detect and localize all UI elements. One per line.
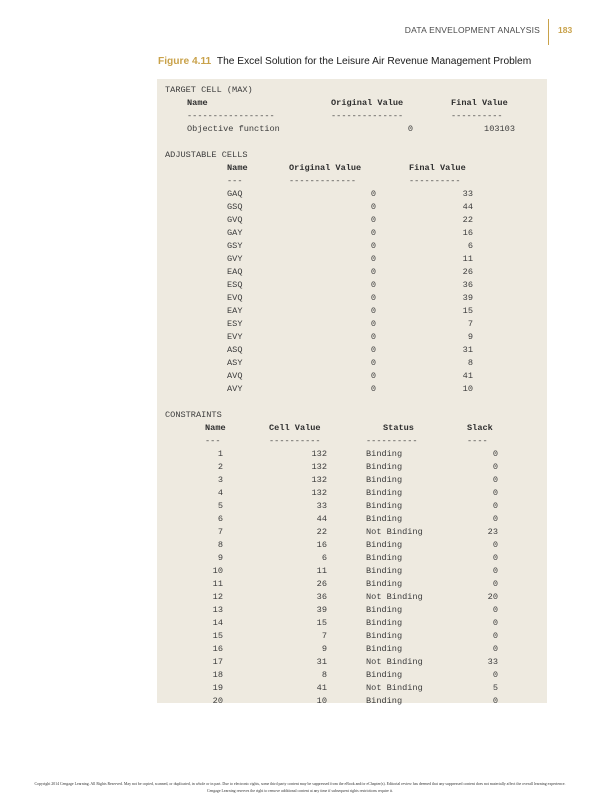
- adjustable-cell-original-value: 0: [370, 332, 376, 342]
- constraint-status: Binding: [366, 488, 403, 498]
- constraint-slack: 0: [492, 605, 498, 615]
- adjustable-cell-name: EAQ: [227, 267, 243, 277]
- objective-final-value: 103103: [484, 124, 515, 134]
- constraint-status: Binding: [366, 475, 403, 485]
- adjustable-cell-original-value: 0: [370, 319, 376, 329]
- adjustable-cell-final-value: 33: [462, 189, 473, 199]
- adjustable-cell-final-value: 36: [462, 280, 473, 290]
- constraint-slack: 5: [492, 683, 498, 693]
- constraint-slack: 0: [492, 462, 498, 472]
- constraint-cell-value: 44: [316, 514, 327, 524]
- column-header-original-value: Original Value: [289, 163, 362, 173]
- constraint-slack: 0: [492, 514, 498, 524]
- header-underline: -----------------: [187, 111, 275, 121]
- adjustable-cell-final-value: 22: [462, 215, 473, 225]
- constraint-cell-value: 22: [316, 527, 327, 537]
- column-header-original-value: Original Value: [331, 98, 404, 108]
- adjustable-cell-name: EVY: [227, 332, 243, 342]
- constraint-slack: 0: [492, 449, 498, 459]
- constraint-name: 18: [212, 670, 223, 680]
- adjustable-cell-name: GVY: [227, 254, 243, 264]
- constraint-name: 3: [217, 475, 223, 485]
- column-header-name: Name: [205, 423, 226, 433]
- adjustable-cell-original-value: 0: [370, 215, 376, 225]
- constraint-cell-value: 6: [321, 553, 327, 563]
- constraint-slack: 0: [492, 475, 498, 485]
- constraint-status: Binding: [366, 449, 403, 459]
- adjustable-cell-final-value: 41: [462, 371, 473, 381]
- constraint-status: Binding: [366, 618, 403, 628]
- constraint-name: 1: [217, 449, 223, 459]
- constraint-name: 16: [212, 644, 223, 654]
- constraint-name: 4: [217, 488, 223, 498]
- adjustable-cell-name: GSY: [227, 241, 243, 251]
- constraint-status: Not Binding: [366, 527, 423, 537]
- constraint-slack: 33: [487, 657, 498, 667]
- constraint-cell-value: 10: [316, 696, 327, 706]
- column-header-cell-value: Cell Value: [269, 423, 321, 433]
- constraint-name: 11: [212, 579, 223, 589]
- constraint-cell-value: 31: [316, 657, 327, 667]
- column-header-final-value: Final Value: [409, 163, 466, 173]
- section-title-target-cell: TARGET CELL (MAX): [165, 85, 253, 95]
- page-number: 183: [558, 25, 573, 35]
- adjustable-cell-final-value: 16: [462, 228, 473, 238]
- adjustable-cell-final-value: 7: [467, 319, 473, 329]
- constraint-status: Binding: [366, 644, 403, 654]
- header-underline: ----: [467, 436, 488, 446]
- constraint-name: 13: [212, 605, 223, 615]
- adjustable-cell-name: GAY: [227, 228, 243, 238]
- adjustable-cell-name: EAY: [227, 306, 243, 316]
- adjustable-cell-final-value: 26: [462, 267, 473, 277]
- header-underline: -------------: [289, 176, 357, 186]
- adjustable-cell-original-value: 0: [370, 241, 376, 251]
- column-header-name: Name: [227, 163, 248, 173]
- constraint-slack: 23: [487, 527, 498, 537]
- constraint-cell-value: 8: [321, 670, 327, 680]
- adjustable-cell-original-value: 0: [370, 371, 376, 381]
- constraint-name: 17: [212, 657, 223, 667]
- adjustable-cell-original-value: 0: [370, 202, 376, 212]
- adjustable-cell-final-value: 6: [467, 241, 473, 251]
- header-underline: --------------: [331, 111, 404, 121]
- adjustable-cell-name: ESY: [227, 319, 243, 329]
- constraint-cell-value: 132: [311, 462, 327, 472]
- constraint-status: Binding: [366, 501, 403, 511]
- constraint-status: Binding: [366, 696, 403, 706]
- adjustable-cell-final-value: 9: [467, 332, 473, 342]
- adjustable-cell-final-value: 8: [467, 358, 473, 368]
- adjustable-cell-original-value: 0: [370, 228, 376, 238]
- section-title-constraints: CONSTRAINTS: [165, 410, 222, 420]
- constraint-cell-value: 15: [316, 618, 327, 628]
- constraint-name: 2: [217, 462, 223, 472]
- constraint-status: Not Binding: [366, 657, 423, 667]
- adjustable-cell-final-value: 10: [462, 384, 473, 394]
- constraint-status: Binding: [366, 579, 403, 589]
- adjustable-cell-original-value: 0: [370, 306, 376, 316]
- constraint-cell-value: 9: [321, 644, 327, 654]
- constraint-cell-value: 41: [316, 683, 327, 693]
- header-divider: [548, 19, 549, 45]
- constraint-cell-value: 26: [316, 579, 327, 589]
- constraint-slack: 0: [492, 631, 498, 641]
- constraint-status: Not Binding: [366, 683, 423, 693]
- adjustable-cell-name: AVY: [227, 384, 243, 394]
- constraint-cell-value: 11: [316, 566, 327, 576]
- constraint-slack: 20: [487, 592, 498, 602]
- solver-report-panel: [157, 79, 547, 706]
- constraint-name: 15: [212, 631, 223, 641]
- constraint-slack: 0: [492, 488, 498, 498]
- constraint-slack: 0: [492, 553, 498, 563]
- adjustable-cell-final-value: 44: [462, 202, 473, 212]
- constraint-status: Binding: [366, 631, 403, 641]
- constraint-cell-value: 39: [316, 605, 327, 615]
- constraint-cell-value: 16: [316, 540, 327, 550]
- adjustable-cell-original-value: 0: [370, 254, 376, 264]
- constraint-name: 6: [217, 514, 223, 524]
- constraint-status: Binding: [366, 670, 403, 680]
- column-header-name: Name: [187, 98, 208, 108]
- adjustable-cell-name: GSQ: [227, 202, 243, 212]
- header-underline: ----------: [366, 436, 418, 446]
- adjustable-cell-name: ESQ: [227, 280, 243, 290]
- figure-label: Figure 4.11: [158, 56, 212, 67]
- adjustable-cell-original-value: 0: [370, 267, 376, 277]
- adjustable-cell-final-value: 31: [462, 345, 473, 355]
- constraint-name: 9: [217, 553, 223, 563]
- constraint-slack: 0: [492, 579, 498, 589]
- constraint-slack: 0: [492, 670, 498, 680]
- adjustable-cell-original-value: 0: [370, 345, 376, 355]
- constraint-status: Not Binding: [366, 592, 423, 602]
- constraint-slack: 0: [492, 540, 498, 550]
- header-underline: ----------: [409, 176, 461, 186]
- column-header-slack: Slack: [467, 423, 493, 433]
- constraint-cell-value: 132: [311, 488, 327, 498]
- header-underline: ---: [227, 176, 243, 186]
- adjustable-cell-final-value: 39: [462, 293, 473, 303]
- constraint-cell-value: 132: [311, 475, 327, 485]
- adjustable-cell-name: ASQ: [227, 345, 243, 355]
- constraint-cell-value: 132: [311, 449, 327, 459]
- objective-original-value: 0: [407, 124, 413, 134]
- constraint-cell-value: 33: [316, 501, 327, 511]
- adjustable-cell-original-value: 0: [370, 280, 376, 290]
- adjustable-cell-final-value: 15: [462, 306, 473, 316]
- constraint-slack: 0: [492, 618, 498, 628]
- figure-title: The Excel Solution for the Leisure Air Revenue Management Problem: [216, 56, 532, 67]
- adjustable-cell-name: AVQ: [227, 371, 243, 381]
- adjustable-cell-name: GAQ: [227, 189, 243, 199]
- adjustable-cell-original-value: 0: [370, 384, 376, 394]
- constraint-name: 5: [217, 501, 223, 511]
- section-title-adjustable-cells: ADJUSTABLE CELLS: [165, 150, 248, 160]
- objective-name: Objective function: [187, 124, 280, 134]
- header-underline: ----------: [269, 436, 321, 446]
- running-title: DATA ENVELOPMENT ANALYSIS: [404, 25, 540, 35]
- adjustable-cell-name: GVQ: [227, 215, 243, 225]
- constraint-cell-value: 36: [316, 592, 327, 602]
- adjustable-cell-name: EVQ: [227, 293, 243, 303]
- constraint-status: Binding: [366, 540, 403, 550]
- constraint-status: Binding: [366, 514, 403, 524]
- running-head: [0, 25, 600, 39]
- constraint-slack: 0: [492, 566, 498, 576]
- adjustable-cell-original-value: 0: [370, 358, 376, 368]
- constraint-name: 10: [212, 566, 223, 576]
- constraint-slack: 0: [492, 644, 498, 654]
- constraint-name: 19: [212, 683, 223, 693]
- constraint-name: 20: [212, 696, 223, 706]
- constraint-name: 8: [217, 540, 223, 550]
- column-header-status: Status: [383, 423, 414, 433]
- constraint-status: Binding: [366, 553, 403, 563]
- constraint-name: 12: [212, 592, 223, 602]
- header-underline: ----------: [451, 111, 503, 121]
- header-underline: ---: [205, 436, 221, 446]
- constraint-slack: 0: [492, 696, 498, 706]
- figure-caption: [158, 56, 531, 67]
- adjustable-cell-name: ASY: [227, 358, 243, 368]
- constraint-cell-value: 7: [321, 631, 327, 641]
- adjustable-cell-original-value: 0: [370, 293, 376, 303]
- adjustable-cell-final-value: 11: [462, 254, 473, 264]
- constraint-slack: 0: [492, 501, 498, 511]
- constraint-status: Binding: [366, 566, 403, 576]
- column-header-final-value: Final Value: [451, 98, 508, 108]
- constraint-status: Binding: [366, 605, 403, 615]
- constraint-name: 7: [217, 527, 223, 537]
- constraint-status: Binding: [366, 462, 403, 472]
- adjustable-cell-original-value: 0: [370, 189, 376, 199]
- constraint-name: 14: [212, 618, 223, 628]
- copyright-footer: Copyright 2014 Cengage Learning. All Rights Reserved. May not be copied, scanned, or duplicated, in whole or in part. Due to electronic rights, some third party content may be suppressed from the eBook and/or eChapter(s). Editorial review has deemed that any suppressed content does not materially affect the overall learning experience. Cengage Learning reserves the right to remove additional content at any time if subsequent rights restrictions require it.: [34, 782, 566, 793]
